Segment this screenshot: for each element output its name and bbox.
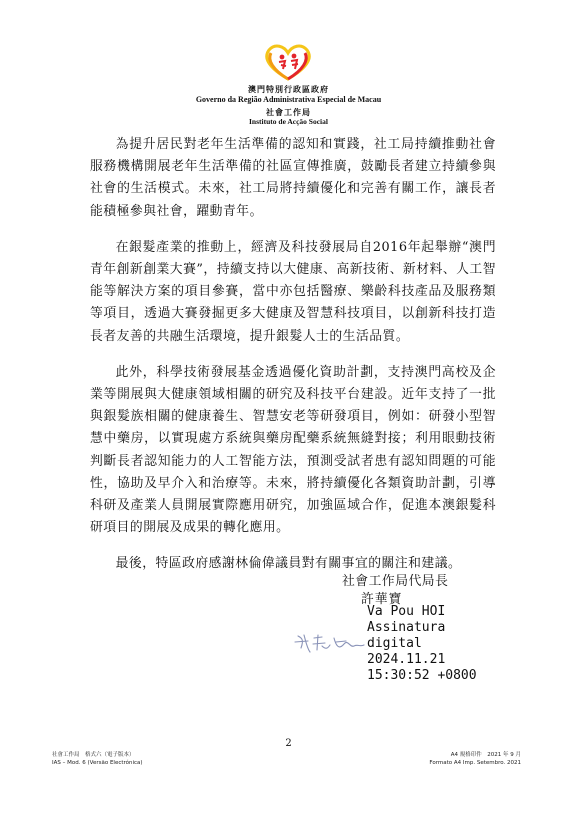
footer-form-info-left: [52, 751, 143, 767]
footer-print-pt: Formato A4 Imp. Setembro. 2021: [429, 760, 521, 766]
institute-name-portuguese: Instituto de Acção Social: [249, 117, 328, 126]
footer-print-info-right: [429, 751, 521, 767]
ias-logo-icon: [261, 42, 315, 82]
digital-signature-signer: Va Pou HOI: [367, 604, 446, 619]
institute-name-chinese: 社會工作局: [266, 107, 311, 117]
paragraph-1: 為提升居民對老年生活準備的認知和實踐，社工局持續推動社會服務機構開展老年生活準備的社區宣傳推廣，鼓勵長者建立持續參與社會的生活模式。未來，社工局將持續優化和完善有關工作，讓長者能積極參與社會，躍動青年。: [90, 137, 496, 219]
footer-form-pt: IAS – Mod. 6 (Versão Electrónica): [52, 760, 143, 766]
signatory-title: 社會工作局代局長: [342, 574, 449, 589]
signatory-name: 許華寶: [361, 592, 403, 607]
digital-signature-block: [367, 604, 477, 684]
digital-signature-line3: digital: [367, 636, 422, 651]
footer-form-zh: 社會工作局 格式六（電子版本）: [52, 752, 135, 758]
paragraph-2: 在銀髮產業的推動上，經濟及科技發展局自2016年起舉辦“澳門青年創新創業大賽”，持續支持以大健康、高新技術、新材料、人工智能等解決方案的項目參賽，當中亦包括醫療、樂齡科技產品及服務類等項目，透過大賽發掘更多大健康及智慧科技項目，以創新科技打造長者友善的共融生活環境，提升銀髮人士的生活品質。: [90, 239, 496, 344]
footer-print-zh: A4 規格印件 2021 年 9 月: [450, 752, 521, 758]
digital-signature-line2: Assinatura: [367, 620, 446, 635]
digital-signature-time: 15:30:52 +0800: [367, 668, 477, 683]
handwritten-signature-icon: [292, 626, 366, 658]
paragraph-4: 最後，特區政府感謝林倫偉議員對有關事宜的關注和建議。: [115, 556, 462, 572]
government-name-portuguese: Governo da Região Administrativa Especial de Macau: [195, 95, 382, 104]
digital-signature-date: 2024.11.21: [367, 652, 446, 667]
paragraph-3: 此外，科學技術發展基金透過優化資助計劃，支持澳門高校及企業等開展與大健康領域相關的研究及科技平台建設。近年支持了一批與銀髮族相關的健康養生、智慧安老等研發項目，例如：研發小型智慧中藥房，以實現處方系統與藥房配藥系統無縫對接；利用眼動技術判斷長者認知能力的人工智能方法，預測受試者患有認知問題的可能性，協助及早介入和治療等。未來，將持續優化各類資助計劃，引導科研及產業人員開展實際應用研究，加強區域合作，促進本澳銀髮科研項目的開展及成果的轉化應用。: [90, 364, 496, 536]
government-name-chinese: 澳門特別行政區政府: [248, 84, 329, 94]
page-number: 2: [285, 738, 292, 749]
letter-body: [90, 134, 496, 590]
